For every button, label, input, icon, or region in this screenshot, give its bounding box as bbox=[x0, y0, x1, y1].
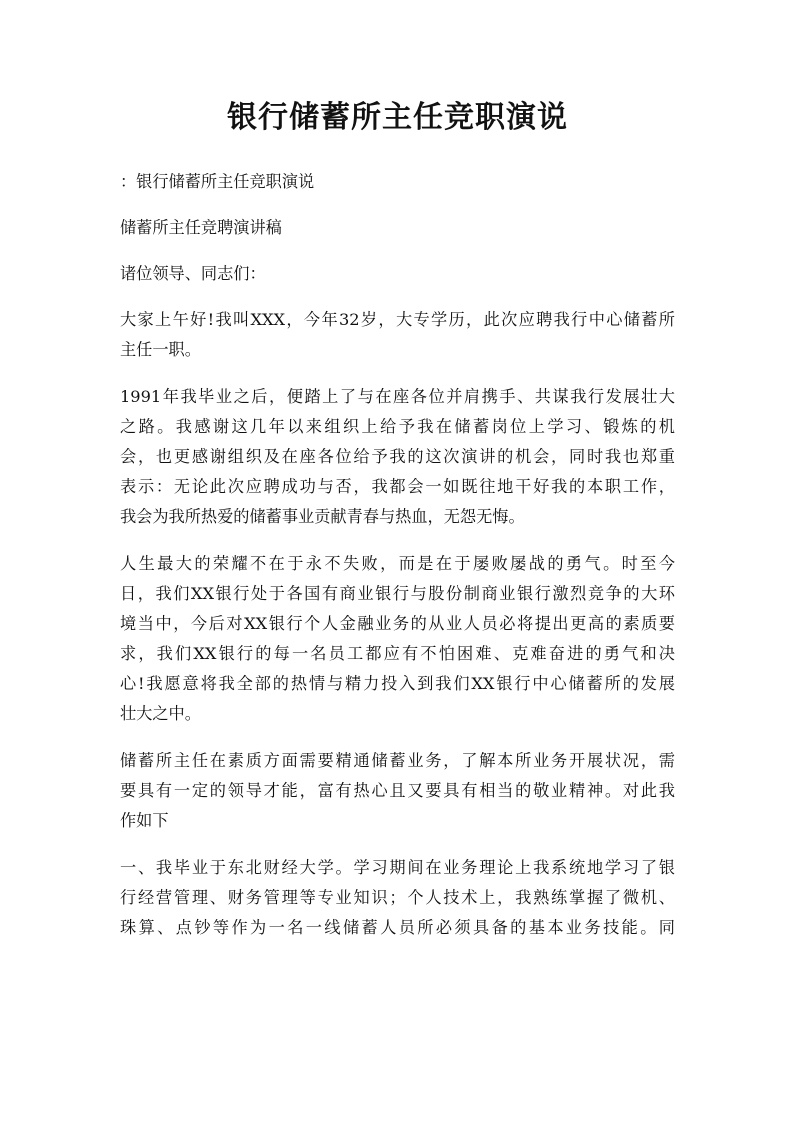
text-line: 诸位领导、同志们： bbox=[120, 264, 266, 283]
text-line: 壮大之中。 bbox=[120, 704, 201, 723]
paragraph-introduction bbox=[120, 309, 675, 361]
text-line: 会，也更感谢组织及在座各位给予我的这次演讲的机会，同时我也郑重 bbox=[120, 447, 675, 466]
paragraph-requirements bbox=[120, 750, 675, 832]
text-line: 1991年我毕业之后，便踏上了与在座各位并肩携手、共谋我行发展壮大 bbox=[120, 387, 675, 406]
text-line: ：银行储蓄所主任竞职演说 bbox=[120, 172, 315, 191]
document-title: 银行储蓄所主任竞职演说 bbox=[227, 100, 568, 135]
text-line: 日，我们XX银行处于各国有商业银行与股份制商业银行激烈竞争的大环 bbox=[120, 584, 675, 603]
text-line: 人生最大的荣耀不在于永不失败，而是在于屡败屡战的勇气。时至今 bbox=[120, 554, 675, 573]
paragraph-salutation bbox=[120, 263, 675, 285]
text-line: 行经营管理、财务管理等专业知识；个人技术上，我熟练掌握了微机、 bbox=[120, 888, 675, 907]
text-line: 表示：无论此次应聘成功与否，我都会一如既往地干好我的本职工作， bbox=[120, 477, 675, 496]
paragraph-subtitle bbox=[120, 171, 675, 193]
text-line: 我会为我所热爱的储蓄事业贡献青春与热血，无怨无悔。 bbox=[120, 507, 525, 526]
text-line: 储蓄所主任在素质方面需要精通储蓄业务，了解本所业务开展状况，需 bbox=[120, 751, 675, 770]
paragraph-speech-heading bbox=[120, 217, 675, 239]
text-line: 之路。我感谢这几年以来组织上给予我在储蓄岗位上学习、锻炼的机 bbox=[120, 417, 675, 436]
text-line: 大家上午好!我叫XXX，今年32岁，大专学历，此次应聘我行中心储蓄所 bbox=[120, 310, 675, 329]
paragraph-gratitude bbox=[120, 386, 675, 528]
text-line: 一、我毕业于东北财经大学。学习期间在业务理论上我系统地学习了银 bbox=[120, 858, 675, 877]
text-line: 储蓄所主任竞聘演讲稿 bbox=[120, 218, 282, 237]
text-line: 主任一职。 bbox=[120, 340, 201, 359]
paragraph-courage bbox=[120, 553, 675, 725]
text-line: 作如下 bbox=[120, 811, 169, 830]
text-line: 境当中，今后对XX银行个人金融业务的从业人员必将提出更高的素质要 bbox=[120, 614, 675, 633]
text-line: 心!我愿意将我全部的热情与精力投入到我们XX银行中心储蓄所的发展 bbox=[120, 674, 675, 693]
text-line: 求，我们XX银行的每一名员工都应有不怕困难、克难奋进的勇气和决 bbox=[120, 644, 675, 663]
text-line: 珠算、点钞等作为一名一线储蓄人员所必须具备的基本业务技能。同 bbox=[120, 918, 675, 937]
paragraph-point-one bbox=[120, 857, 675, 939]
text-line: 要具有一定的领导才能，富有热心且又要具有相当的敬业精神。对此我 bbox=[120, 781, 675, 800]
